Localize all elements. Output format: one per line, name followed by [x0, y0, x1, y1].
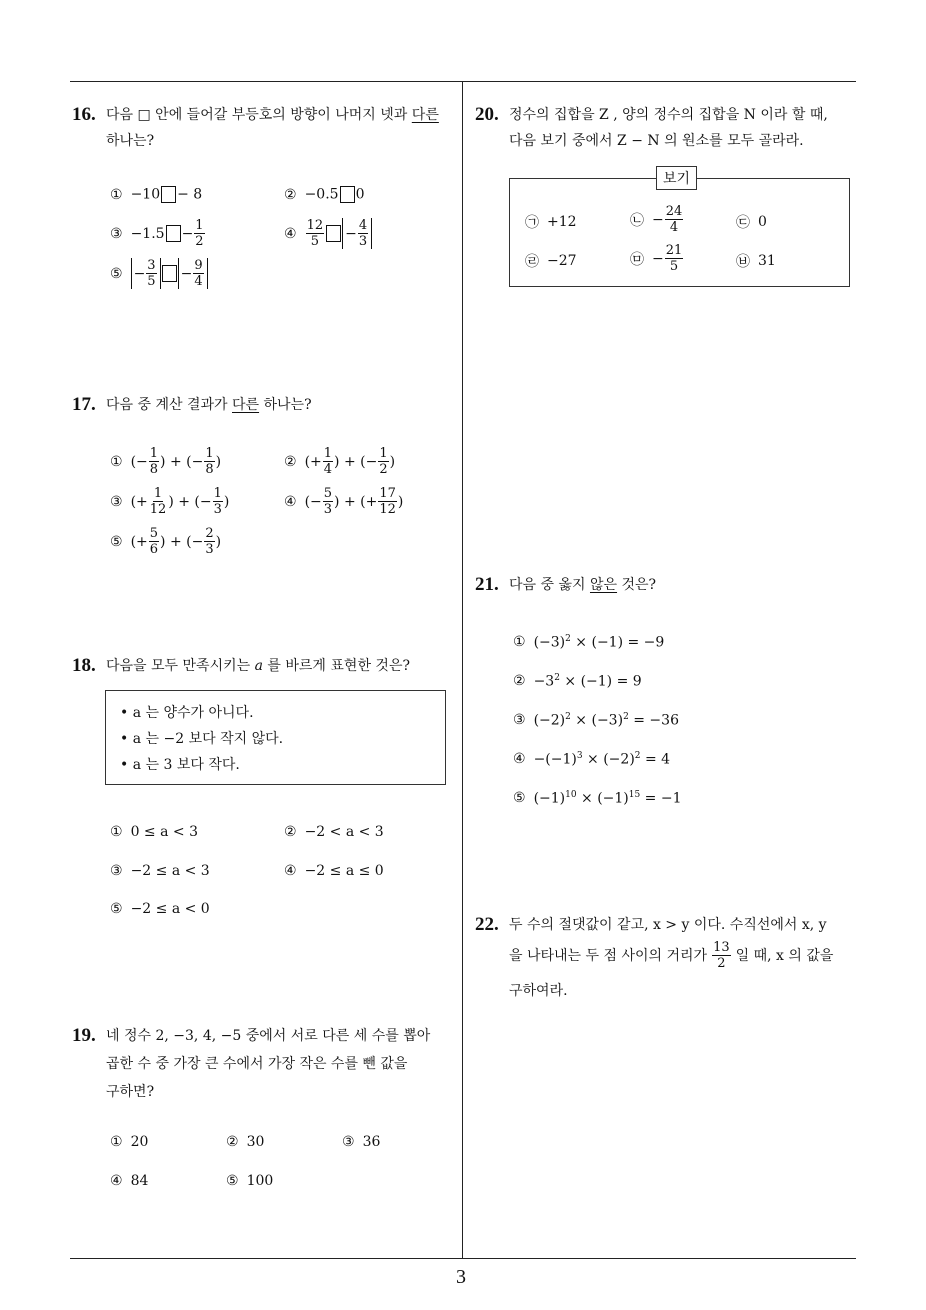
q18-stem-text: 다음을 모두 만족시키는 — [106, 658, 255, 674]
q21-option-4[interactable] — [513, 751, 670, 768]
item-marker: ㉥ — [736, 254, 750, 270]
q16-opt1-left: −10 — [130, 186, 161, 203]
q20-item-mieum — [630, 243, 684, 274]
q21-option-2[interactable] — [513, 673, 642, 690]
q20-item-nieun — [630, 204, 684, 235]
paren-close: ) — [223, 493, 230, 510]
q18-option-4[interactable] — [284, 863, 384, 879]
numerator: 3 — [147, 258, 156, 273]
denominator: 3 — [213, 502, 222, 517]
option-marker: ④ — [284, 225, 297, 242]
q17-option-5[interactable] — [110, 526, 221, 557]
numerator: 1 — [195, 218, 204, 233]
q21-stem-underline: 않은 — [589, 577, 618, 593]
denominator: 8 — [149, 462, 159, 477]
option-expression: $(-1)^{10} \times (-1)^{15} = -1$ — [533, 790, 682, 807]
denominator: 4 — [669, 220, 679, 235]
item-marker: ㉤ — [630, 251, 644, 268]
numerator: 12 — [306, 218, 324, 233]
q22-text: 을 나타내는 두 점 사이의 거리가 — [509, 947, 708, 964]
option-expression: $-(-1)^3 \times (-2)^2 = 4$ — [533, 751, 671, 768]
option-marker: ④ — [284, 863, 297, 879]
q21-option-1[interactable] — [513, 634, 664, 651]
q16-opt3-minus: − — [181, 225, 194, 242]
q19-number: 19. — [72, 1025, 96, 1046]
paren-close: ) — [389, 453, 396, 470]
q16-option-1[interactable] — [110, 186, 202, 203]
option-marker: ① — [110, 186, 123, 203]
option-marker: ① — [513, 634, 526, 651]
q22-text-tail: 일 때, x 의 값을 — [735, 947, 834, 964]
operator: ) + (+ — [334, 493, 378, 510]
q17-number: 17. — [72, 394, 96, 415]
q19-option-1[interactable] — [110, 1134, 148, 1150]
fraction — [378, 486, 397, 517]
q16-stem-line2: 하나는? — [106, 133, 155, 149]
q22-stem-line1: 두 수의 절댓값이 같고, x > y 이다. 수직선에서 x, y — [509, 917, 827, 933]
fraction — [712, 940, 731, 971]
q22-stem-line3: 구하여라. — [509, 983, 568, 999]
variable-a: a — [254, 658, 263, 674]
option-marker: ② — [226, 1134, 239, 1150]
operator: ) + (− — [168, 493, 212, 510]
operator: ) + (− — [160, 453, 204, 470]
absolute-value — [178, 258, 208, 289]
numerator: 1 — [205, 446, 214, 461]
option-expression: $-3^2 \times (-1) = 9$ — [533, 673, 642, 690]
fraction — [149, 526, 159, 557]
denominator: 3 — [358, 234, 368, 249]
q18-stem-tail: 를 바르게 표현한 것은? — [262, 658, 410, 674]
q20-item-giyeok — [525, 212, 577, 232]
option-marker: ⑤ — [110, 533, 123, 550]
paren-close: ) — [215, 453, 222, 470]
option-expression: $(-2)^2 \times (-3)^2 = -36$ — [533, 712, 679, 729]
option-marker: ② — [284, 824, 297, 840]
q20-item-digeut — [736, 212, 767, 232]
option-marker: ⑤ — [226, 1173, 239, 1189]
q19-option-2[interactable] — [226, 1134, 264, 1150]
fraction — [193, 258, 203, 289]
item-text: 0 — [758, 214, 767, 230]
option-marker: ⑤ — [110, 901, 123, 917]
option-text: 100 — [246, 1173, 274, 1189]
q20-number: 20. — [475, 104, 499, 125]
q16-stem-text: 다음 □ 안에 들어갈 부등호의 방향이 나머지 넷과 — [106, 107, 412, 123]
q16-option-5[interactable] — [110, 258, 208, 289]
condition-item: • a 는 양수가 아니다. — [120, 700, 283, 726]
q21-stem-text: 다음 중 옳지 — [509, 577, 590, 593]
paren-close: ) — [215, 533, 222, 550]
q20-item-bieup — [736, 251, 776, 271]
blank-box — [326, 225, 341, 242]
q18-number: 18. — [72, 655, 96, 676]
denominator: 2 — [717, 956, 726, 971]
q16-opt2-left: −0.5 — [304, 186, 339, 203]
option-text: 20 — [130, 1134, 149, 1150]
numerator: 5 — [323, 486, 333, 501]
fraction — [204, 446, 214, 477]
operator: ) + (− — [334, 453, 378, 470]
denominator: 5 — [147, 274, 156, 289]
option-text: −2 ≤ a < 0 — [130, 901, 210, 917]
condition-item: • a 는 −2 보다 작지 않다. — [120, 726, 283, 752]
q16-opt1-right: − 8 — [177, 186, 203, 203]
q16-option-4[interactable] — [284, 218, 372, 249]
item-text: 31 — [758, 253, 776, 269]
denominator: 5 — [669, 259, 679, 274]
option-marker: ③ — [110, 863, 123, 879]
fraction — [149, 486, 168, 517]
q19-option-3[interactable] — [342, 1134, 380, 1150]
q18-option-1[interactable] — [110, 824, 198, 840]
denominator: 6 — [149, 542, 159, 557]
q20-stem-line1: 정수의 집합을 Z , 양의 정수의 집합을 N 이라 할 때, — [509, 107, 828, 123]
q21-number: 21. — [475, 574, 499, 595]
minus-sign: − — [652, 211, 664, 228]
blank-box — [162, 265, 177, 282]
fraction — [323, 486, 333, 517]
option-marker: ④ — [284, 493, 297, 510]
paren-open: (+ — [304, 453, 322, 470]
numerator: 21 — [665, 243, 683, 258]
denominator: 12 — [149, 502, 167, 517]
blank-box — [340, 186, 355, 203]
page-number: 3 — [456, 1266, 466, 1288]
q17-stem-text: 다음 중 계산 결과가 — [106, 397, 232, 413]
numerator: 4 — [358, 218, 368, 233]
q19-option-4[interactable] — [110, 1173, 148, 1189]
option-text: 36 — [362, 1134, 381, 1150]
q17-stem-tail: 하나는? — [259, 397, 312, 413]
option-text: −2 ≤ a ≤ 0 — [304, 863, 384, 879]
paren-open: (− — [130, 453, 148, 470]
q20-item-rieul — [525, 251, 577, 271]
option-text: 84 — [130, 1173, 149, 1189]
fraction — [306, 218, 325, 249]
q22-stem-line2 — [509, 940, 833, 971]
fraction — [194, 218, 204, 249]
q18-stem — [106, 651, 410, 681]
option-marker: ② — [284, 453, 297, 470]
fraction — [665, 204, 684, 235]
q16-number: 16. — [72, 104, 96, 125]
option-text: 30 — [246, 1134, 265, 1150]
absolute-value — [342, 218, 372, 249]
q19-option-5[interactable] — [226, 1173, 273, 1189]
bottom-rule — [70, 1258, 856, 1259]
option-marker: ④ — [513, 751, 526, 768]
q16-opt3-left: −1.5 — [130, 225, 165, 242]
blank-box — [161, 186, 176, 203]
option-marker: ③ — [342, 1134, 355, 1150]
q21-option-3[interactable] — [513, 712, 679, 729]
item-marker: ㉢ — [736, 215, 750, 231]
fraction — [204, 526, 214, 557]
fraction — [213, 486, 223, 517]
denominator: 4 — [194, 274, 203, 289]
option-marker: ③ — [513, 712, 526, 729]
q17-stem — [106, 390, 312, 420]
minus-sign: − — [345, 225, 357, 242]
fraction — [358, 218, 368, 249]
q17-option-4[interactable] — [284, 486, 403, 517]
option-text: −2 ≤ a < 3 — [130, 863, 210, 879]
fraction — [146, 258, 156, 289]
q18-option-3[interactable] — [110, 863, 210, 879]
q16-stem-underline: 다른 — [411, 107, 439, 123]
q17-stem-underline: 다른 — [232, 397, 260, 413]
numerator: 2 — [205, 526, 214, 541]
q18-option-5[interactable] — [110, 901, 210, 917]
option-marker: ① — [110, 824, 123, 840]
denominator: 2 — [195, 234, 204, 249]
q19-stem-line1: 네 정수 2, −3, 4, −5 중에서 서로 다른 세 수를 뽑아 — [106, 1028, 431, 1044]
paren-open: (+ — [130, 493, 148, 510]
minus-sign: − — [652, 250, 664, 267]
denominator: 3 — [205, 542, 214, 557]
item-text: −27 — [547, 253, 577, 269]
fraction — [323, 446, 333, 477]
item-marker: ㉡ — [630, 212, 644, 229]
option-marker: ⑤ — [110, 265, 123, 282]
option-expression: $(-3)^2 \times (-1) = -9$ — [533, 634, 665, 651]
numerator: 5 — [149, 526, 159, 541]
denominator: 5 — [310, 234, 319, 249]
numerator: 1 — [149, 446, 159, 461]
numerator: 24 — [665, 204, 683, 219]
condition-item: • a 는 3 보다 작다. — [120, 752, 283, 778]
blank-box — [166, 225, 181, 242]
minus-sign: − — [133, 265, 146, 282]
fraction — [665, 243, 684, 274]
minus-sign: − — [180, 265, 193, 282]
option-marker: ② — [513, 673, 526, 690]
numerator: 1 — [213, 486, 222, 501]
numerator: 17 — [379, 486, 396, 501]
denominator: 8 — [205, 462, 214, 477]
option-marker: ③ — [110, 225, 123, 242]
denominator: 3 — [323, 502, 333, 517]
absolute-value — [131, 258, 161, 289]
denominator: 4 — [323, 462, 333, 477]
option-marker: ④ — [110, 1173, 123, 1189]
numerator: 9 — [194, 258, 203, 273]
q21-stem-tail: 것은? — [617, 577, 657, 593]
option-marker: ② — [284, 186, 297, 203]
option-marker: ① — [110, 453, 123, 470]
numerator: 13 — [713, 940, 730, 955]
q17-option-1[interactable] — [110, 446, 221, 477]
item-text: +12 — [547, 214, 577, 230]
bogi-label: 보기 — [656, 166, 697, 190]
option-text: −2 < a < 3 — [304, 824, 384, 840]
option-marker: ① — [110, 1134, 123, 1150]
denominator: 12 — [379, 502, 396, 517]
column-divider — [462, 81, 463, 1259]
q21-stem — [509, 570, 656, 600]
numerator: 1 — [379, 446, 388, 461]
q16-opt2-right: 0 — [355, 186, 365, 203]
option-text: 0 ≤ a < 3 — [130, 824, 198, 840]
paren-close: ) — [397, 493, 404, 510]
q16-option-3[interactable] — [110, 218, 206, 249]
q22-number: 22. — [475, 914, 499, 935]
q20-stem-line2: 다음 보기 중에서 Z − N 의 원소를 모두 골라라. — [509, 133, 804, 149]
q21-option-5[interactable] — [513, 790, 682, 807]
denominator: 2 — [379, 462, 388, 477]
paren-open: (+ — [130, 533, 148, 550]
top-rule — [70, 81, 856, 82]
item-marker: ㉠ — [525, 215, 539, 231]
q19-stem-line2: 곱한 수 중 가장 큰 수에서 가장 작은 수를 뺀 값을 — [106, 1056, 408, 1072]
q16-stem — [106, 100, 439, 130]
operator: ) + (− — [160, 533, 204, 550]
fraction — [378, 446, 388, 477]
numerator: 1 — [323, 446, 333, 461]
option-marker: ③ — [110, 493, 123, 510]
item-marker: ㉣ — [525, 254, 539, 270]
q19-stem-line3: 구하면? — [106, 1084, 155, 1100]
q18-conditions — [120, 700, 283, 778]
option-marker: ⑤ — [513, 790, 526, 807]
q17-option-2[interactable] — [284, 446, 395, 477]
fraction — [149, 446, 159, 477]
q18-option-2[interactable] — [284, 824, 384, 840]
q17-option-3[interactable] — [110, 486, 229, 517]
q16-option-2[interactable] — [284, 186, 364, 203]
paren-open: (− — [304, 493, 322, 510]
numerator: 1 — [153, 486, 163, 501]
